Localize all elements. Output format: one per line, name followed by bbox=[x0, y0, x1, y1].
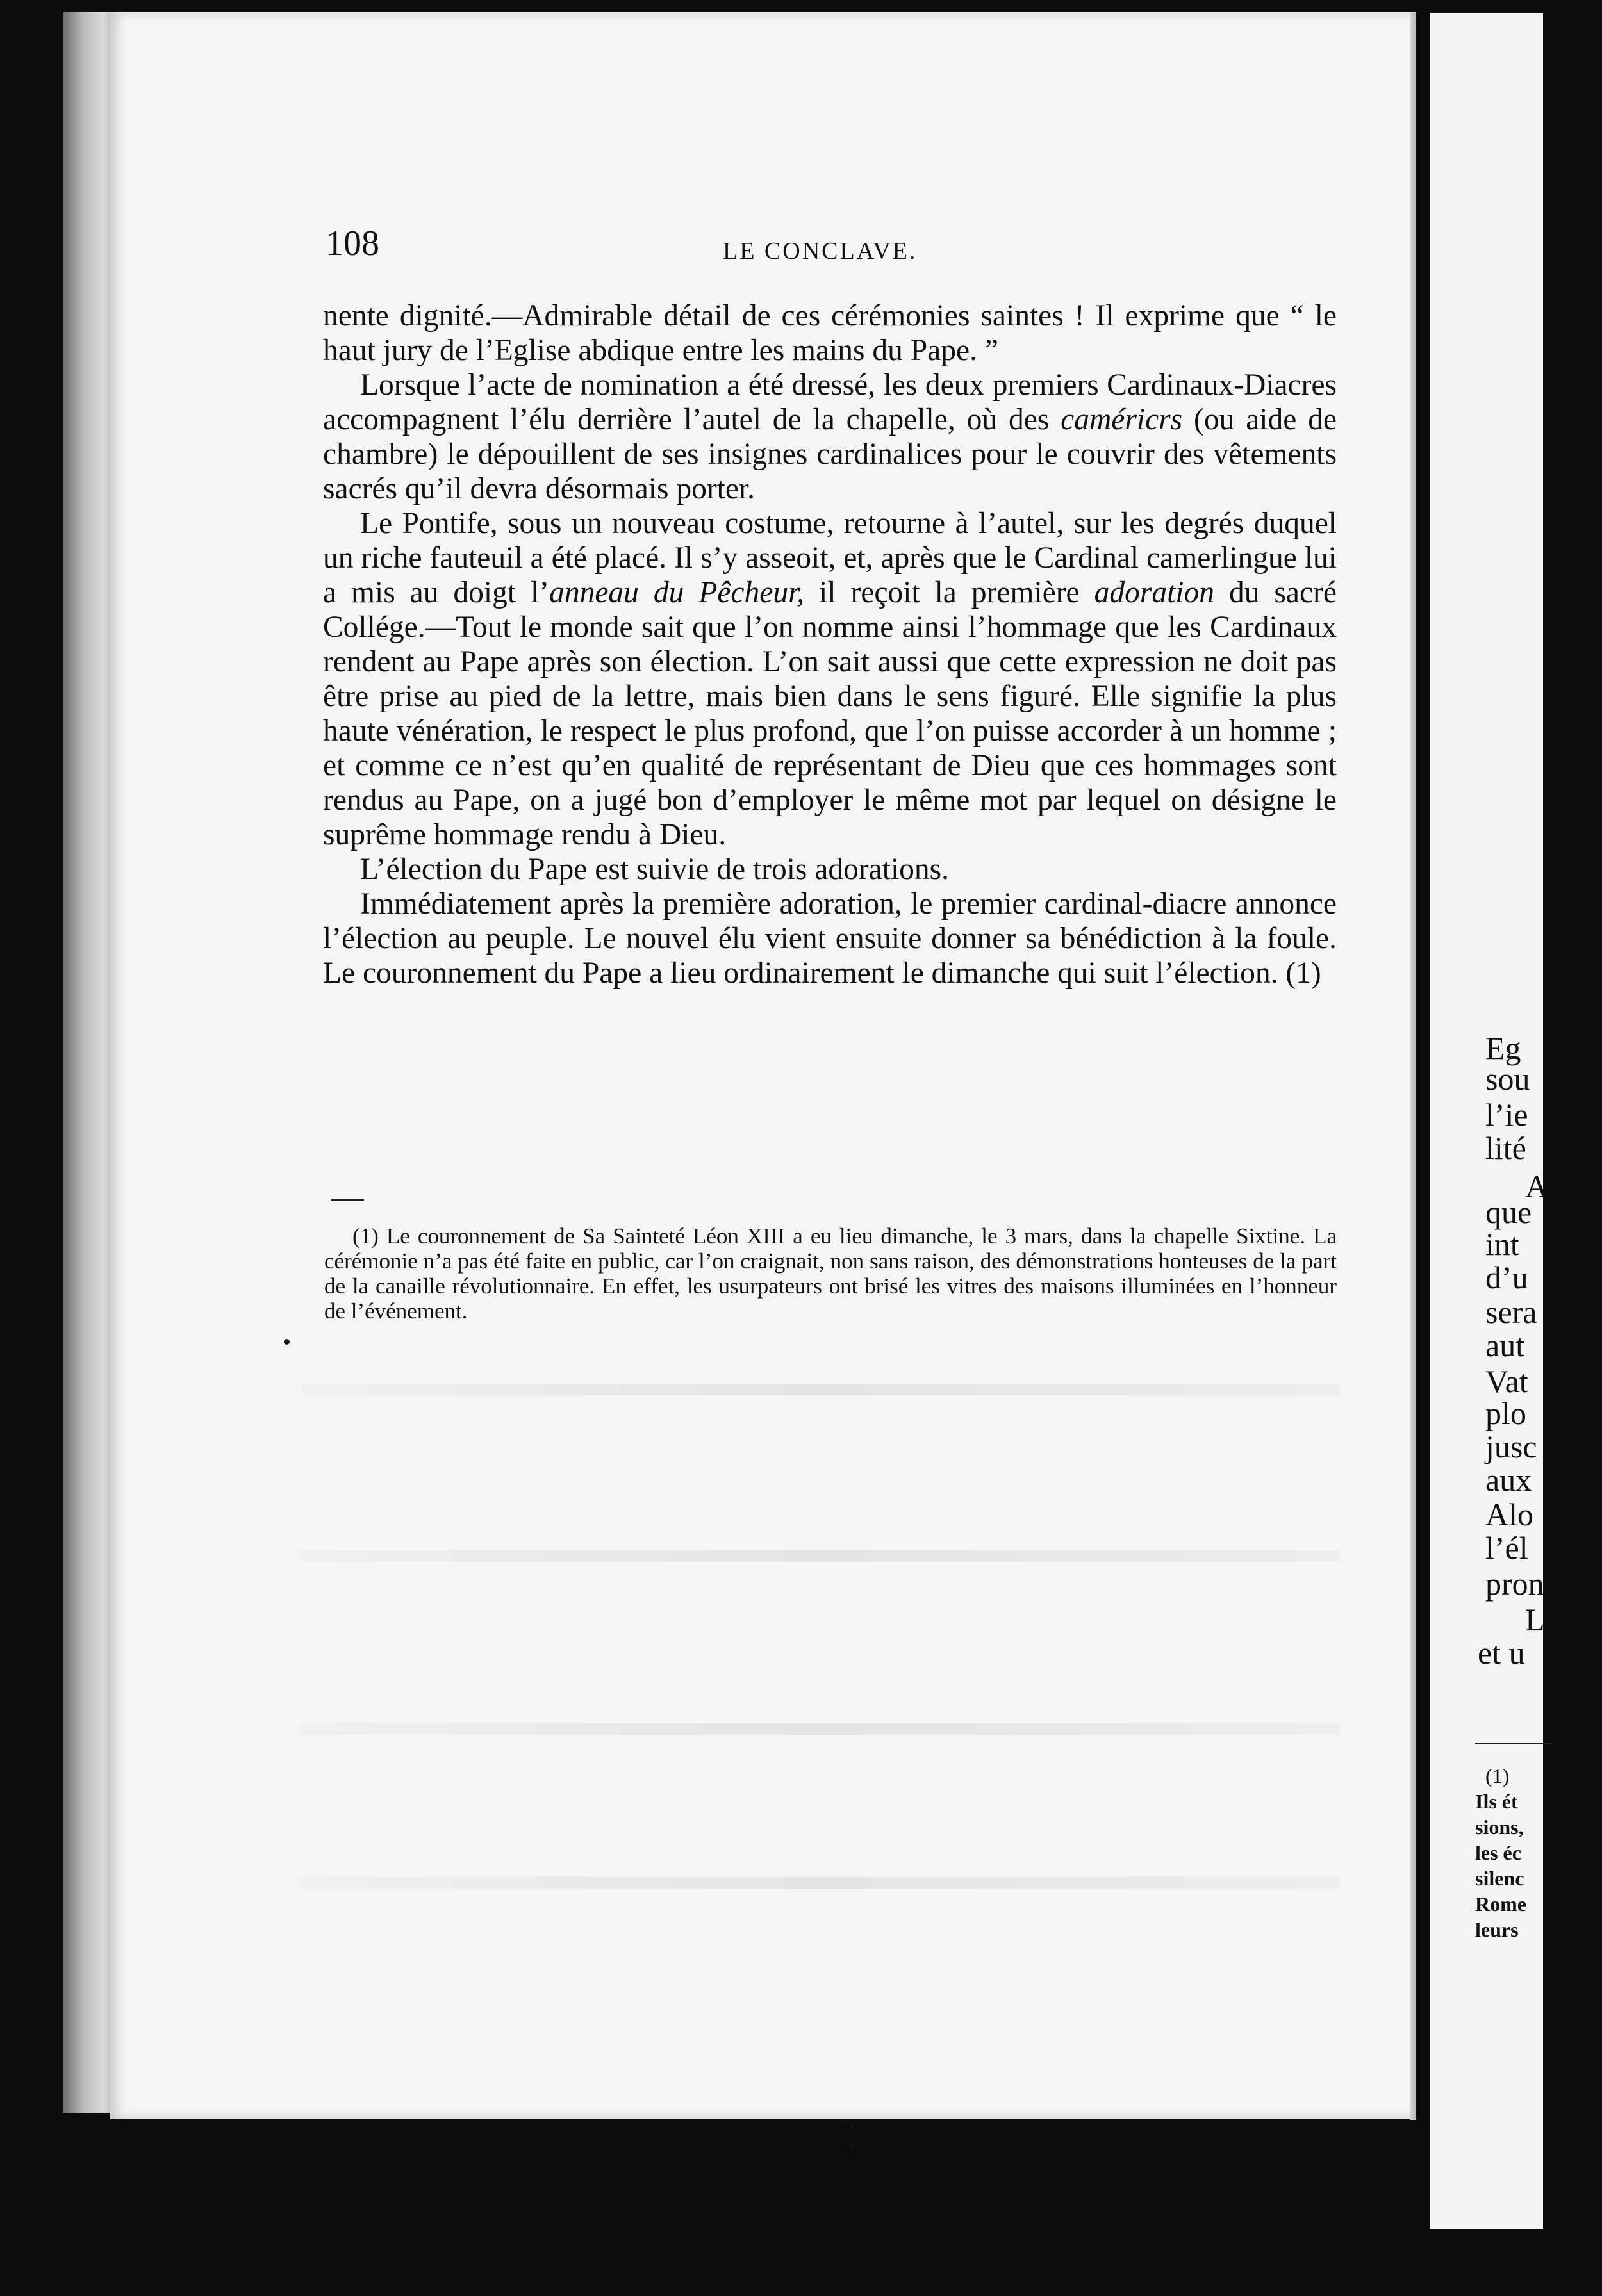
right-page-word: Vat bbox=[1485, 1363, 1528, 1399]
paragraph bbox=[323, 887, 1337, 990]
footnote: (1) Le couronnement de Sa Sainteté Léon XIII a eu lieu dimanche, le 3 mars, dans la chapelle Sixtine. La cérémonie n’a pas été faite en public, car l’on craignait, non sans raison, des démonstrations honteuses de la part de la canaille révolutionnaire. En effet, les usurpateurs ont brisé les vitres des maisons illuminées en l’honneur de l’événement. bbox=[324, 1224, 1337, 1324]
page-number: 108 bbox=[326, 224, 379, 263]
text-segment: L’élection du Pape est suivie de trois adorations. bbox=[360, 853, 950, 886]
right-footnote-line: leurs bbox=[1475, 1918, 1519, 1941]
main-text bbox=[323, 299, 1337, 990]
ink-speck bbox=[849, 2144, 855, 2149]
text-segment: (ou aide de chambre) le dépouillent de ses insignes cardinalices pour le couvrir des vêtements sacrés qu’il devra désormais porter. bbox=[323, 403, 1337, 505]
right-page-word: L bbox=[1525, 1602, 1545, 1637]
right-page-word: Eg bbox=[1485, 1030, 1521, 1066]
right-footnote-rule bbox=[1475, 1742, 1552, 1744]
right-page-word: plo bbox=[1485, 1395, 1526, 1431]
bleed-through-shadow bbox=[301, 1723, 1339, 1735]
right-footnote-line: sions, bbox=[1475, 1816, 1524, 1839]
page-header bbox=[326, 218, 1338, 275]
text-segment: du sacré Collége.—Tout le monde sait que l’on nomme ainsi l’hommage que les Cardinaux rendent au Pape après son élection. L’on sait aussi que cette expression ne doit pas être prise au pied de la lettre, mais bien dans le sens figuré. Elle signifie la plus haute vénération, le respect le plus profond, que l’on puisse accorder à un homme ; et comme ce n’est qu’en qualité de représentant de Dieu que ces hommages sont rendus au Pape, on a jugé bon d’employer le même mot par lequel on désigne le suprême hommage rendu à Dieu. bbox=[323, 576, 1337, 851]
bleed-through-shadow bbox=[301, 1384, 1339, 1395]
right-page-word: Alo bbox=[1485, 1496, 1533, 1532]
paragraph bbox=[323, 506, 1337, 852]
right-page-word: jusc bbox=[1485, 1429, 1537, 1464]
right-page-word: l’él bbox=[1485, 1530, 1528, 1566]
right-page-word: sera bbox=[1485, 1294, 1537, 1330]
right-footnote-line: Rome bbox=[1475, 1892, 1526, 1915]
right-page-word: et u bbox=[1478, 1635, 1525, 1671]
bleed-through-shadow bbox=[301, 1550, 1339, 1562]
text-segment: il reçoit la première bbox=[804, 576, 1094, 609]
right-footnote-line: (1) bbox=[1485, 1764, 1510, 1787]
bleed-through-shadow bbox=[301, 1877, 1339, 1889]
italic-text: adoration bbox=[1094, 576, 1214, 609]
right-page-word: sou bbox=[1485, 1061, 1530, 1097]
text-segment: Le Pontife, sous un nouveau costume, retourne à l’autel, sur les degrés duquel un riche fauteuil a été placé. Il s’y asseoit, et, après que le Cardinal camerlingue lui a mis au doigt l’ bbox=[323, 507, 1337, 609]
right-page-word: d’u bbox=[1485, 1259, 1528, 1295]
right-page-word: aut bbox=[1485, 1327, 1525, 1363]
right-page-word: que bbox=[1485, 1194, 1532, 1230]
right-footnote-line: silenc bbox=[1475, 1867, 1524, 1890]
right-footnote-line: les éc bbox=[1475, 1841, 1521, 1864]
right-page-word: pron bbox=[1485, 1566, 1544, 1602]
right-page-word: aux bbox=[1485, 1462, 1532, 1498]
right-page-word: l’ie bbox=[1485, 1097, 1528, 1133]
paragraph bbox=[323, 852, 1337, 887]
text-segment: nente dignité.—Admirable détail de ces cérémonies saintes ! Il exprime que “ le haut jury de l’Eglise abdique entre les mains du Pape. ” bbox=[323, 299, 1337, 367]
ink-speck bbox=[849, 2124, 855, 2130]
text-segment: Lorsque l’acte de nomination a été dressé, les deux premiers Cardinaux-Diacres accompagnent l’élu derrière l’autel de la chapelle, où des bbox=[323, 368, 1337, 436]
paragraph bbox=[323, 368, 1337, 506]
running-title: LE CONCLAVE. bbox=[723, 238, 918, 265]
paragraph bbox=[323, 299, 1337, 368]
right-footnote-line: Ils ét bbox=[1475, 1790, 1518, 1813]
right-page-word: A bbox=[1525, 1168, 1549, 1204]
italic-text: anneau du Pêcheur, bbox=[549, 576, 805, 609]
italic-text: caméricrs bbox=[1061, 403, 1183, 436]
footnote-rule bbox=[331, 1199, 364, 1201]
ink-speck bbox=[284, 1339, 290, 1345]
text-segment: Immédiatement après la première adoration, le premier cardinal-diacre annonce l’élection au peuple. Le nouvel élu vient ensuite donner sa bénédiction à la foule. Le couronnement du Pape a lieu ordinairement le dimanche qui suit l’élection. (1) bbox=[323, 887, 1337, 990]
right-page-word: lité bbox=[1485, 1130, 1526, 1166]
right-page-word: int bbox=[1485, 1226, 1519, 1262]
